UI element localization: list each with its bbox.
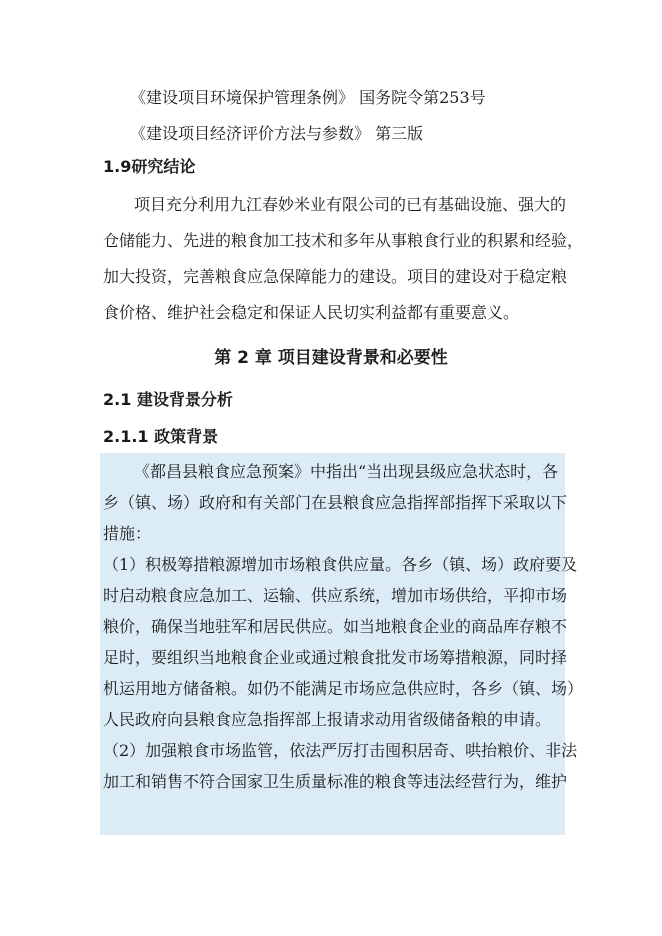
paragraph-line: 措施： bbox=[103, 524, 152, 543]
paragraph-line: 机运用地方储备粮。如仍不能满足市场应急供应时，各乡（镇、场） bbox=[103, 679, 584, 698]
paragraph-line: （2）加强粮食市场监管，依法严厉打击囤积居奇、哄抬粮价、非法 bbox=[103, 741, 578, 760]
paragraph-line: 加大投资，完善粮食应急保障能力的建设。项目的建设对于稳定粮 bbox=[103, 267, 568, 286]
paragraph-line: 《都昌县粮食应急预案》中指出“当出现县级应急状态时，各 bbox=[134, 462, 559, 481]
paragraph-line: 仓储能力、先进的粮食加工技术和多年从事粮食行业的积累和经验， bbox=[103, 231, 584, 250]
paragraph-line: 粮价，确保当地驻军和居民供应。如当地粮食企业的商品库存粮不 bbox=[103, 617, 568, 636]
paragraph-line: （1）积极筹措粮源增加市场粮食供应量。各乡（镇、场）政府要及 bbox=[103, 555, 578, 574]
paragraph-line: 时启动粮食应急加工、运输、供应系统，增加市场供给，平抑市场 bbox=[103, 586, 568, 605]
policy-background-paragraph bbox=[103, 456, 584, 797]
section-heading-1-9: 1.9研究结论 bbox=[103, 157, 196, 176]
reference-line: 《建设项目经济评价方法与参数》 第三版 bbox=[130, 124, 424, 143]
paragraph-line: 项目充分利用九江春妙米业有限公司的已有基础设施、强大的 bbox=[134, 195, 567, 214]
paragraph-line: 加工和销售不符合国家卫生质量标准的粮食等违法经营行为，维护 bbox=[103, 772, 568, 791]
paragraph-line: 人民政府向县粮食应急指挥部上报请求动用省级储备粮的申请。 bbox=[103, 710, 552, 729]
paragraph-line: 乡（镇、场）政府和有关部门在县粮食应急指挥部指挥下采取以下 bbox=[103, 493, 568, 512]
chapter-title: 第 2 章 项目建设背景和必要性 bbox=[214, 348, 448, 368]
paragraph-line: 足时，要组织当地粮食企业或通过粮食批发市场筹措粮源，同时择 bbox=[103, 648, 568, 667]
section-heading-2-1-1: 2.1.1 政策背景 bbox=[103, 427, 219, 446]
paragraph-line: 食价格、维护社会稳定和保证人民切实利益都有重要意义。 bbox=[103, 303, 520, 322]
reference-line: 《建设项目环境保护管理条例》 国务院令第253号 bbox=[130, 88, 486, 107]
section-heading-2-1: 2.1 建设背景分析 bbox=[103, 390, 233, 409]
research-conclusion-paragraph bbox=[103, 187, 584, 331]
